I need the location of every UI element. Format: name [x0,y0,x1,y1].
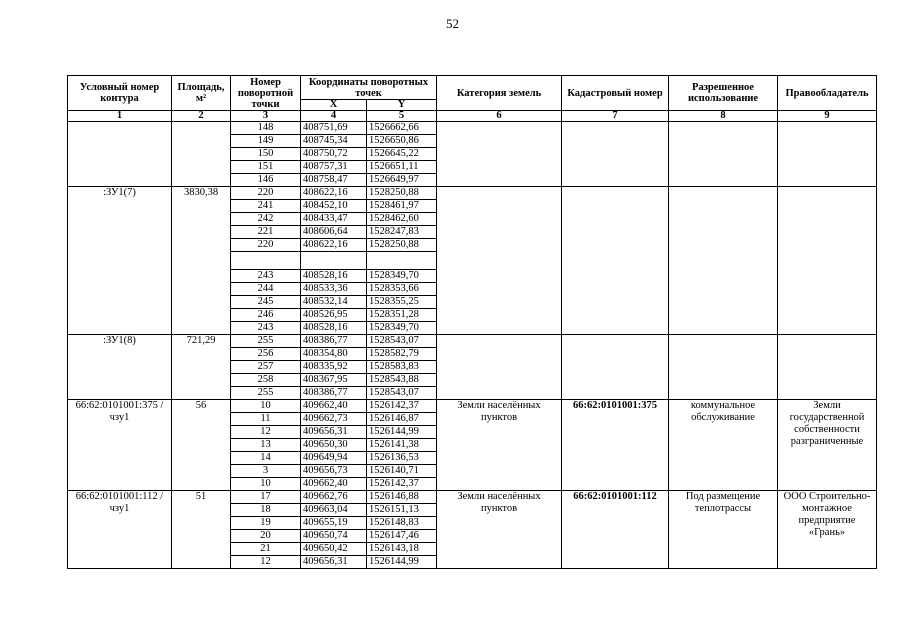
x-coordinate-cell: 409662,73 [301,413,367,426]
x-coordinate-cell: 408526,95 [301,309,367,322]
header-use: Разрешенное использование [669,76,778,111]
header-cadastral: Кадастровый номер [562,76,669,111]
point-number-cell: 150 [231,148,301,161]
point-number-cell: 241 [231,200,301,213]
point-number-cell: 242 [231,213,301,226]
y-coordinate-cell: 1526662,66 [367,122,437,135]
x-coordinate-cell [301,252,367,270]
area-cell: 51 [172,491,231,569]
cadastral-cell [562,187,669,335]
point-number-cell: 17 [231,491,301,504]
point-number-cell: 220 [231,187,301,200]
x-coordinate-cell: 408622,16 [301,187,367,200]
area-cell: 3830,38 [172,187,231,335]
x-coordinate-cell: 408528,16 [301,270,367,283]
x-coordinate-cell: 409650,42 [301,543,367,556]
x-coordinate-cell: 408622,16 [301,239,367,252]
y-coordinate-cell: 1528543,07 [367,387,437,400]
x-coordinate-cell: 409656,73 [301,465,367,478]
point-number-cell: 258 [231,374,301,387]
y-coordinate-cell: 1528250,88 [367,187,437,200]
y-coordinate-cell: 1526151,13 [367,504,437,517]
point-number-cell: 149 [231,135,301,148]
category-cell [437,335,562,400]
x-coordinate-cell: 409656,31 [301,556,367,569]
y-coordinate-cell: 1528582,79 [367,348,437,361]
area-cell [172,122,231,187]
column-number: 4 [301,111,367,122]
x-coordinate-cell: 409663,04 [301,504,367,517]
header-y: Y [367,100,437,111]
x-coordinate-cell: 408386,77 [301,387,367,400]
y-coordinate-cell: 1528543,07 [367,335,437,348]
column-number: 1 [68,111,172,122]
y-coordinate-cell: 1526147,46 [367,530,437,543]
column-number: 5 [367,111,437,122]
point-number-cell: 256 [231,348,301,361]
x-coordinate-cell: 409656,31 [301,426,367,439]
point-number-cell [231,252,301,270]
x-coordinate-cell: 408757,31 [301,161,367,174]
column-numbers-row [68,111,877,122]
y-coordinate-cell: 1528353,66 [367,283,437,296]
point-number-cell: 14 [231,452,301,465]
x-coordinate-cell: 408335,92 [301,361,367,374]
contour-cell [68,122,172,187]
holder-cell [778,122,877,187]
table-row [68,400,877,413]
point-number-cell: 21 [231,543,301,556]
use-cell: Под размещение теплотрассы [669,491,778,569]
y-coordinate-cell: 1526136,53 [367,452,437,465]
x-coordinate-cell: 409649,94 [301,452,367,465]
cadastral-cell [562,122,669,187]
y-coordinate-cell: 1528351,28 [367,309,437,322]
x-coordinate-cell: 408745,34 [301,135,367,148]
area-cell: 56 [172,400,231,491]
page-number: 52 [446,16,459,31]
table-row [68,335,877,348]
x-coordinate-cell: 408750,72 [301,148,367,161]
table-row [68,491,877,504]
category-cell [437,187,562,335]
point-number-cell: 18 [231,504,301,517]
point-number-cell: 3 [231,465,301,478]
category-cell: Земли населённых пунктов [437,491,562,569]
y-coordinate-cell: 1526146,87 [367,413,437,426]
point-number-cell: 10 [231,400,301,413]
y-coordinate-cell: 1528583,83 [367,361,437,374]
use-cell [669,335,778,400]
table-row [68,122,877,135]
x-coordinate-cell: 409662,40 [301,478,367,491]
table-body [68,122,877,569]
y-coordinate-cell [367,252,437,270]
x-coordinate-cell: 408452,10 [301,200,367,213]
contour-cell: :ЗУ1(8) [68,335,172,400]
point-number-cell: 255 [231,335,301,348]
y-coordinate-cell: 1528461,97 [367,200,437,213]
contour-cell: 66:62:0101001:375 /чзу1 [68,400,172,491]
x-coordinate-cell: 408433,47 [301,213,367,226]
column-number: 7 [562,111,669,122]
x-coordinate-cell: 408354,80 [301,348,367,361]
x-coordinate-cell: 408386,77 [301,335,367,348]
y-coordinate-cell: 1526651,11 [367,161,437,174]
category-cell: Земли населённых пунктов [437,400,562,491]
y-coordinate-cell: 1528462,60 [367,213,437,226]
point-number-cell: 257 [231,361,301,374]
point-number-cell: 148 [231,122,301,135]
holder-cell: ООО Строительно-монтажное предприятие «Грань» [778,491,877,569]
point-number-cell: 11 [231,413,301,426]
y-coordinate-cell: 1528250,88 [367,239,437,252]
header-holder: Правообладатель [778,76,877,111]
use-cell [669,122,778,187]
x-coordinate-cell: 409655,19 [301,517,367,530]
point-number-cell: 10 [231,478,301,491]
y-coordinate-cell: 1526148,83 [367,517,437,530]
x-coordinate-cell: 409662,40 [301,400,367,413]
holder-cell: Земли государственной собственности разграниченные [778,400,877,491]
header-category: Категория земель [437,76,562,111]
point-number-cell: 246 [231,309,301,322]
header-x: X [301,100,367,111]
cadastral-cell [562,335,669,400]
y-coordinate-cell: 1526144,99 [367,556,437,569]
y-coordinate-cell: 1526140,71 [367,465,437,478]
point-number-cell: 244 [231,283,301,296]
x-coordinate-cell: 409650,30 [301,439,367,452]
point-number-cell: 13 [231,439,301,452]
x-coordinate-cell: 408367,95 [301,374,367,387]
x-coordinate-cell: 409662,76 [301,491,367,504]
column-number: 6 [437,111,562,122]
holder-cell [778,187,877,335]
x-coordinate-cell: 409650,74 [301,530,367,543]
column-number: 2 [172,111,231,122]
point-number-cell: 151 [231,161,301,174]
point-number-cell: 245 [231,296,301,309]
y-coordinate-cell: 1528349,70 [367,270,437,283]
table-header [68,76,877,122]
column-number: 8 [669,111,778,122]
area-cell: 721,29 [172,335,231,400]
holder-cell [778,335,877,400]
header-coords: Координаты поворотных точек [301,76,437,100]
point-number-cell: 221 [231,226,301,239]
table-row [68,187,877,200]
x-coordinate-cell: 408606,64 [301,226,367,239]
contour-cell: :ЗУ1(7) [68,187,172,335]
use-cell [669,187,778,335]
x-coordinate-cell: 408528,16 [301,322,367,335]
point-number-cell: 146 [231,174,301,187]
point-number-cell: 243 [231,270,301,283]
header-point: Номер поворотной точки [231,76,301,111]
use-cell: коммунальное обслуживание [669,400,778,491]
x-coordinate-cell: 408758,47 [301,174,367,187]
point-number-cell: 19 [231,517,301,530]
y-coordinate-cell: 1528355,25 [367,296,437,309]
y-coordinate-cell: 1526649,97 [367,174,437,187]
y-coordinate-cell: 1526142,37 [367,400,437,413]
y-coordinate-cell: 1528543,88 [367,374,437,387]
header-area: Площадь, м² [172,76,231,111]
cadastral-cell: 66:62:0101001:112 [562,491,669,569]
x-coordinate-cell: 408751,69 [301,122,367,135]
point-number-cell: 243 [231,322,301,335]
header-contour: Условный номер контура [68,76,172,111]
point-number-cell: 20 [231,530,301,543]
y-coordinate-cell: 1526142,37 [367,478,437,491]
point-number-cell: 255 [231,387,301,400]
column-number: 3 [231,111,301,122]
y-coordinate-cell: 1528349,70 [367,322,437,335]
x-coordinate-cell: 408532,14 [301,296,367,309]
y-coordinate-cell: 1526650,86 [367,135,437,148]
cadastral-cell: 66:62:0101001:375 [562,400,669,491]
y-coordinate-cell: 1526141,38 [367,439,437,452]
y-coordinate-cell: 1526645,22 [367,148,437,161]
y-coordinate-cell: 1526144,99 [367,426,437,439]
category-cell [437,122,562,187]
coordinates-table [67,75,877,569]
y-coordinate-cell: 1528247,83 [367,226,437,239]
column-number: 9 [778,111,877,122]
point-number-cell: 220 [231,239,301,252]
y-coordinate-cell: 1526146,88 [367,491,437,504]
point-number-cell: 12 [231,556,301,569]
point-number-cell: 12 [231,426,301,439]
x-coordinate-cell: 408533,36 [301,283,367,296]
y-coordinate-cell: 1526143,18 [367,543,437,556]
contour-cell: 66:62:0101001:112 /чзу1 [68,491,172,569]
